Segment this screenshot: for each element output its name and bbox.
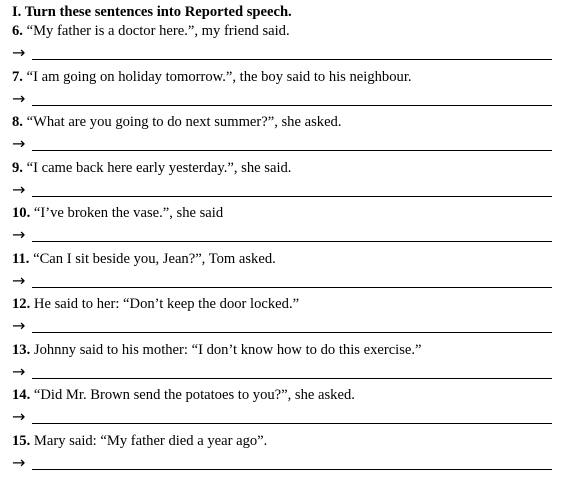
- exercise-text: “Did Mr. Brown send the potatoes to you?”, she asked.: [30, 387, 355, 403]
- section-title: I. Turn these sentences into Reported speech.: [12, 4, 292, 20]
- right-arrow-icon: →: [12, 88, 26, 108]
- answer-blank[interactable]: [32, 332, 552, 333]
- exercise-prompt: [12, 159, 552, 180]
- answer-line[interactable]: [12, 225, 552, 247]
- exercise-item: [12, 22, 552, 68]
- exercise-item: [12, 341, 552, 387]
- exercise-number: 6.: [12, 23, 23, 39]
- exercise-item: [12, 250, 552, 296]
- right-arrow-icon: →: [12, 134, 26, 153]
- exercise-item: [12, 432, 552, 478]
- exercise-number: 14.: [12, 387, 31, 403]
- right-arrow-icon: →: [12, 452, 26, 472]
- exercise-text: “Can I sit beside you, Jean?”, Tom asked.: [29, 250, 276, 267]
- exercise-prompt: [12, 68, 552, 89]
- exercise-item: [12, 113, 552, 159]
- exercise-number: 9.: [12, 159, 23, 176]
- answer-blank[interactable]: [32, 59, 552, 60]
- right-arrow-icon: →: [12, 407, 26, 426]
- right-arrow-icon: →: [12, 316, 26, 335]
- exercise-item: [12, 386, 552, 432]
- exercise-text: Mary said: “My father died a year ago”.: [30, 432, 268, 449]
- exercise-item: [12, 159, 552, 205]
- exercise-text: Johnny said to his mother: “I don’t know how to do this exercise.”: [30, 341, 422, 358]
- answer-blank[interactable]: [32, 469, 552, 470]
- exercise-prompt: [12, 204, 552, 225]
- exercise-text: “I am going on holiday tomorrow.”, the boy said to his neighbour.: [22, 68, 412, 85]
- answer-line[interactable]: [12, 362, 552, 384]
- answer-line[interactable]: [12, 316, 552, 338]
- exercise-number: 7.: [12, 68, 23, 85]
- exercise-prompt: [12, 113, 552, 134]
- exercise-item: [12, 204, 552, 250]
- exercise-prompt: [12, 386, 552, 407]
- exercise-text: He said to her: “Don’t keep the door locked.”: [30, 296, 300, 312]
- answer-line[interactable]: [12, 453, 552, 475]
- exercise-text: “I came back here early yesterday.”, she said.: [22, 159, 292, 176]
- exercise-number: 15.: [12, 432, 31, 449]
- right-arrow-icon: →: [12, 225, 26, 244]
- answer-line[interactable]: [12, 271, 552, 293]
- answer-blank[interactable]: [32, 105, 552, 106]
- exercise-prompt: [12, 341, 552, 362]
- exercise-prompt: [12, 250, 552, 271]
- exercise-number: 10.: [12, 205, 31, 221]
- exercise-number: 12.: [12, 296, 31, 312]
- exercise-text: “My father is a doctor here.”, my friend said.: [22, 23, 290, 39]
- answer-line[interactable]: [12, 43, 552, 65]
- answer-line[interactable]: [12, 89, 552, 111]
- answer-blank[interactable]: [32, 423, 552, 424]
- exercise-item: [12, 68, 552, 114]
- right-arrow-icon: →: [12, 270, 26, 290]
- right-arrow-icon: →: [12, 179, 26, 199]
- exercise-text: “I’ve broken the vase.”, she said: [30, 205, 224, 221]
- right-arrow-icon: →: [12, 43, 26, 62]
- answer-blank[interactable]: [32, 378, 552, 379]
- answer-blank[interactable]: [32, 150, 552, 151]
- exercise-text: “What are you going to do next summer?”, she asked.: [22, 114, 342, 130]
- exercise-prompt: [12, 22, 552, 43]
- worksheet: [12, 3, 552, 477]
- right-arrow-icon: →: [12, 361, 26, 381]
- answer-line[interactable]: [12, 407, 552, 429]
- answer-line[interactable]: [12, 134, 552, 156]
- exercise-number: 11.: [12, 250, 30, 267]
- exercise-prompt: [12, 295, 552, 316]
- exercise-prompt: [12, 432, 552, 453]
- exercise-number: 8.: [12, 114, 23, 130]
- answer-blank[interactable]: [32, 287, 552, 288]
- answer-line[interactable]: [12, 180, 552, 202]
- answer-blank[interactable]: [32, 196, 552, 197]
- exercise-number: 13.: [12, 341, 31, 358]
- answer-blank[interactable]: [32, 241, 552, 242]
- exercise-item: [12, 295, 552, 341]
